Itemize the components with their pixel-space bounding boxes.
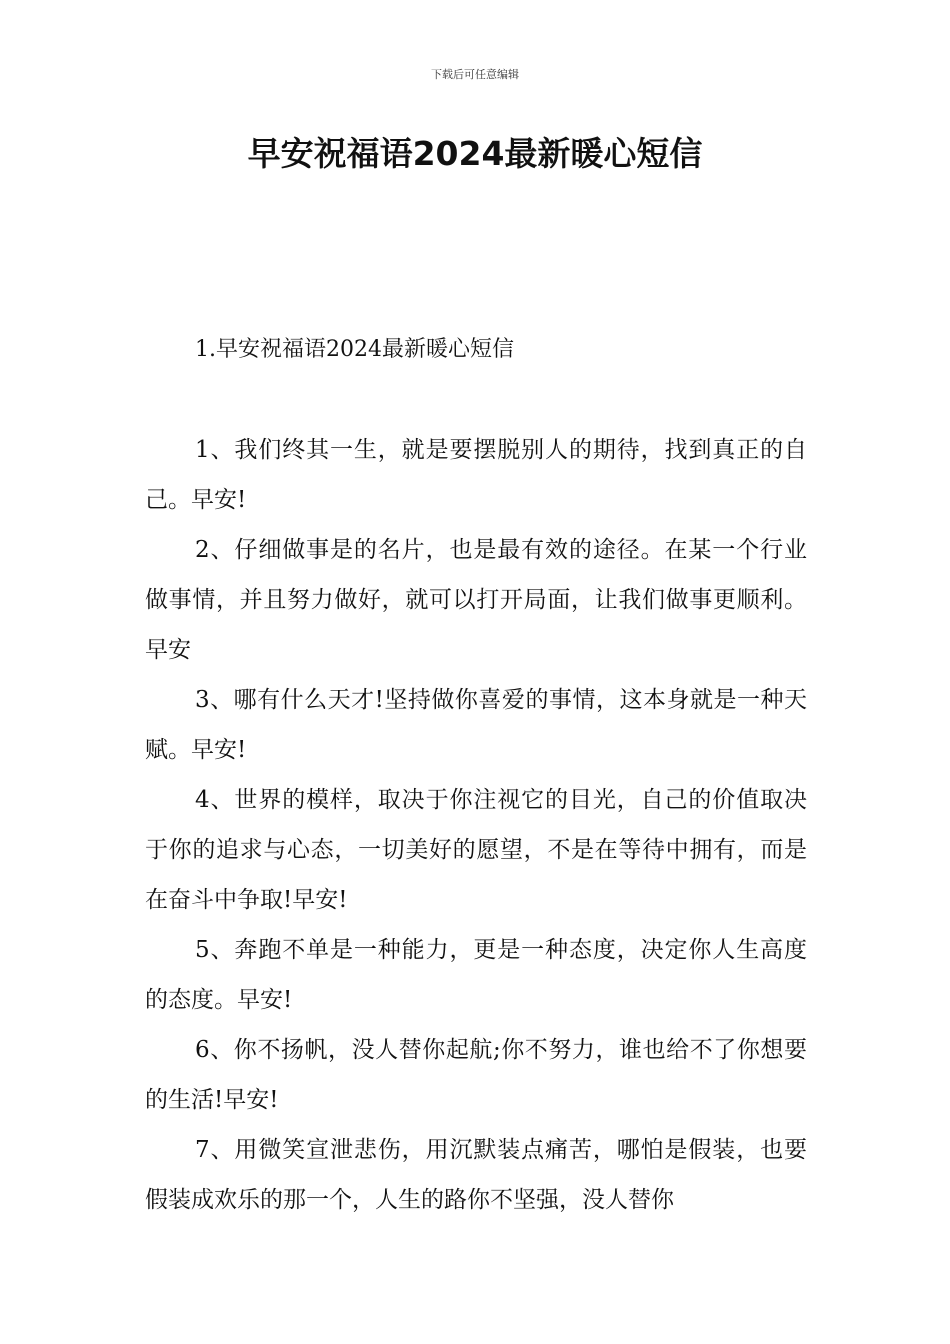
paragraph-6: 6、你不扬帆，没人替你起航;你不努力，谁也给不了你想要的生活!早安! [145, 1037, 807, 1113]
paragraph-3: 3、哪有什么天才!坚持做你喜爱的事情，这本身就是一种天赋。早安! [145, 687, 807, 763]
document-body [145, 425, 807, 1225]
paragraph-4: 4、世界的模样，取决于你注视它的目光，自己的价值取决于你的追求与心态，一切美好的愿望，不是在等待中拥有，而是在奋斗中争取!早安! [145, 787, 807, 913]
paragraph-1: 1、我们终其一生，就是要摆脱别人的期待，找到真正的自己。早安! [145, 437, 807, 513]
section-heading: 1.早安祝福语2024最新暖心短信 [195, 337, 514, 362]
paragraph-2: 2、仔细做事是的名片，也是最有效的途径。在某一个行业做事情，并且努力做好，就可以打开局面，让我们做事更顺利。早安 [145, 537, 807, 663]
paragraph-7: 7、用微笑宣泄悲伤，用沉默装点痛苦，哪怕是假装，也要假装成欢乐的那一个，人生的路你不坚强，没人替你 [145, 1137, 807, 1213]
header-note: 下载后可任意编辑 [431, 68, 519, 81]
paragraph-5: 5、奔跑不单是一种能力，更是一种态度，决定你人生高度的态度。早安! [145, 937, 807, 1013]
document-title: 早安祝福语2024最新暖心短信 [247, 134, 703, 173]
